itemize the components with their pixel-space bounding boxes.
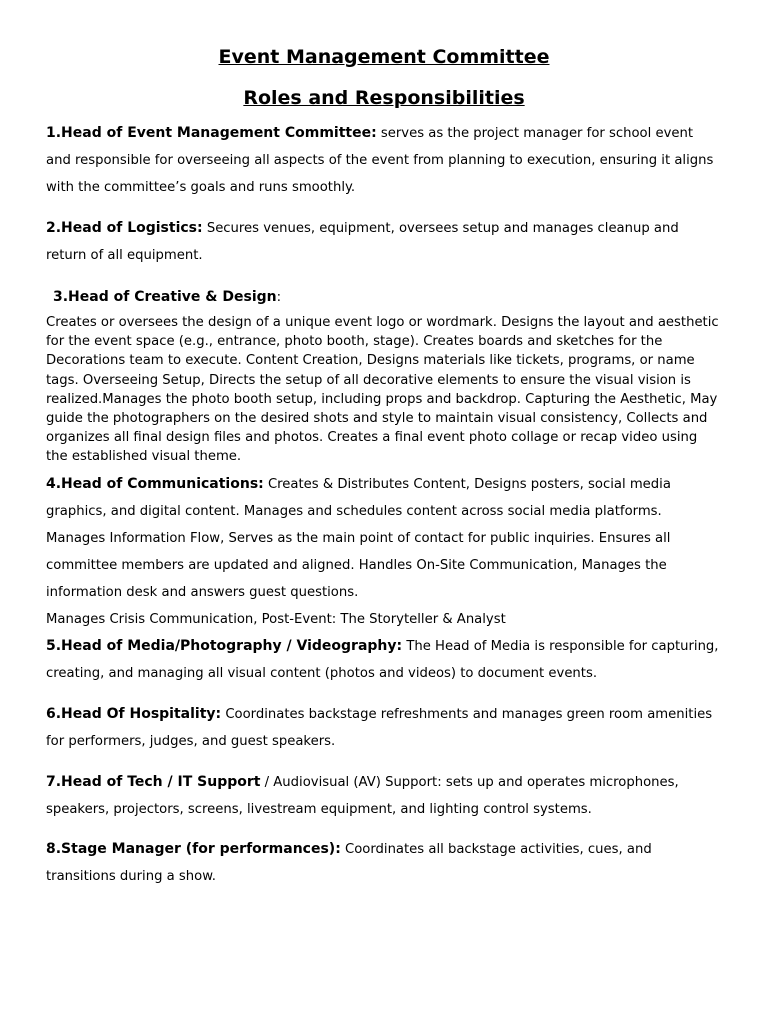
role-description: Secures venues, equipment, oversees setup and manages cleanup and return of all equipment.	[46, 221, 679, 263]
role-communications-last-line	[46, 606, 722, 633]
role-communications	[46, 471, 722, 606]
role-description: / Audiovisual (AV) Support: sets up and operates microphones, speakers, projectors, screens, livestream equipment, and lighting control systems.	[46, 774, 679, 817]
role-heading: 4.Head of Communications:	[46, 475, 264, 492]
role-creative-design	[46, 313, 722, 467]
role-tech-support	[46, 769, 722, 823]
document-title: Event Management Committee	[218, 46, 550, 68]
role-description: Creates & Distributes Content, Designs posters, social media graphics, and digital content. Manages and schedules content across social media platforms. Manages Information Flow, Serves as the main point of contact for public inquiries. Ensures all committee members are updated and aligned. Handles On-Site Communication, Manages the information desk and answers guest questions.	[46, 476, 671, 600]
role-heading: 5.Head of Media/Photography / Videography:	[46, 637, 403, 654]
role-hospitality	[46, 701, 722, 755]
role-description: Coordinates backstage refreshments and manages green room amenities for performers, judges, and guest speakers.	[46, 706, 713, 749]
role-description: Coordinates all backstage activities, cues, and transitions during a show.	[46, 841, 652, 884]
role-media	[46, 633, 722, 687]
role-stage-manager	[46, 836, 722, 890]
role-creative-design-heading	[46, 284, 722, 311]
role-heading: 2.Head of Logistics:	[46, 220, 203, 236]
role-heading: 6.Head Of Hospitality:	[46, 705, 222, 722]
role-heading: 3.Head of Creative & Design	[53, 289, 277, 305]
role-description: serves as the project manager for school event and responsible for overseeing all aspects of the event from planning to execution, ensuring it aligns with the committee’s goals and runs smoothly.	[46, 126, 714, 195]
role-description: Manages Crisis Communication, Post-Event: The Storyteller & Analyst	[46, 611, 506, 627]
role-heading: 8.Stage Manager (for performances):	[46, 840, 341, 857]
role-logistics	[46, 215, 722, 269]
role-heading-suffix: :	[276, 290, 282, 305]
role-description: Creates or oversees the design of a unique event logo or wordmark. Designs the layout and aesthetic for the event space (e.g., entrance, photo booth, stage). Creates boards and sketches for the Decorations team to execute. Content Creation, Designs materials like tickets, programs, or name tags. Overseeing Setup, Directs the setup of all decorative elements to ensure the visual vision is realized.Manages the photo booth setup, including props and backdrop. Capturing the Aesthetic, May guide the photographers on the desired shots and style to maintain visual consistency, Collects and organizes all final design files and photos. Creates a final event photo collage or recap video using the established visual theme.	[46, 315, 719, 465]
role-heading: 7.Head of Tech / IT Support	[46, 773, 261, 790]
role-event-management	[46, 120, 722, 201]
role-description: The Head of Media is responsible for capturing, creating, and managing all visual content (photos and videos) to document events.	[46, 638, 719, 681]
document-subtitle: Roles and Responsibilities	[243, 87, 525, 109]
role-heading: 1.Head of Event Management Committee:	[46, 125, 377, 141]
